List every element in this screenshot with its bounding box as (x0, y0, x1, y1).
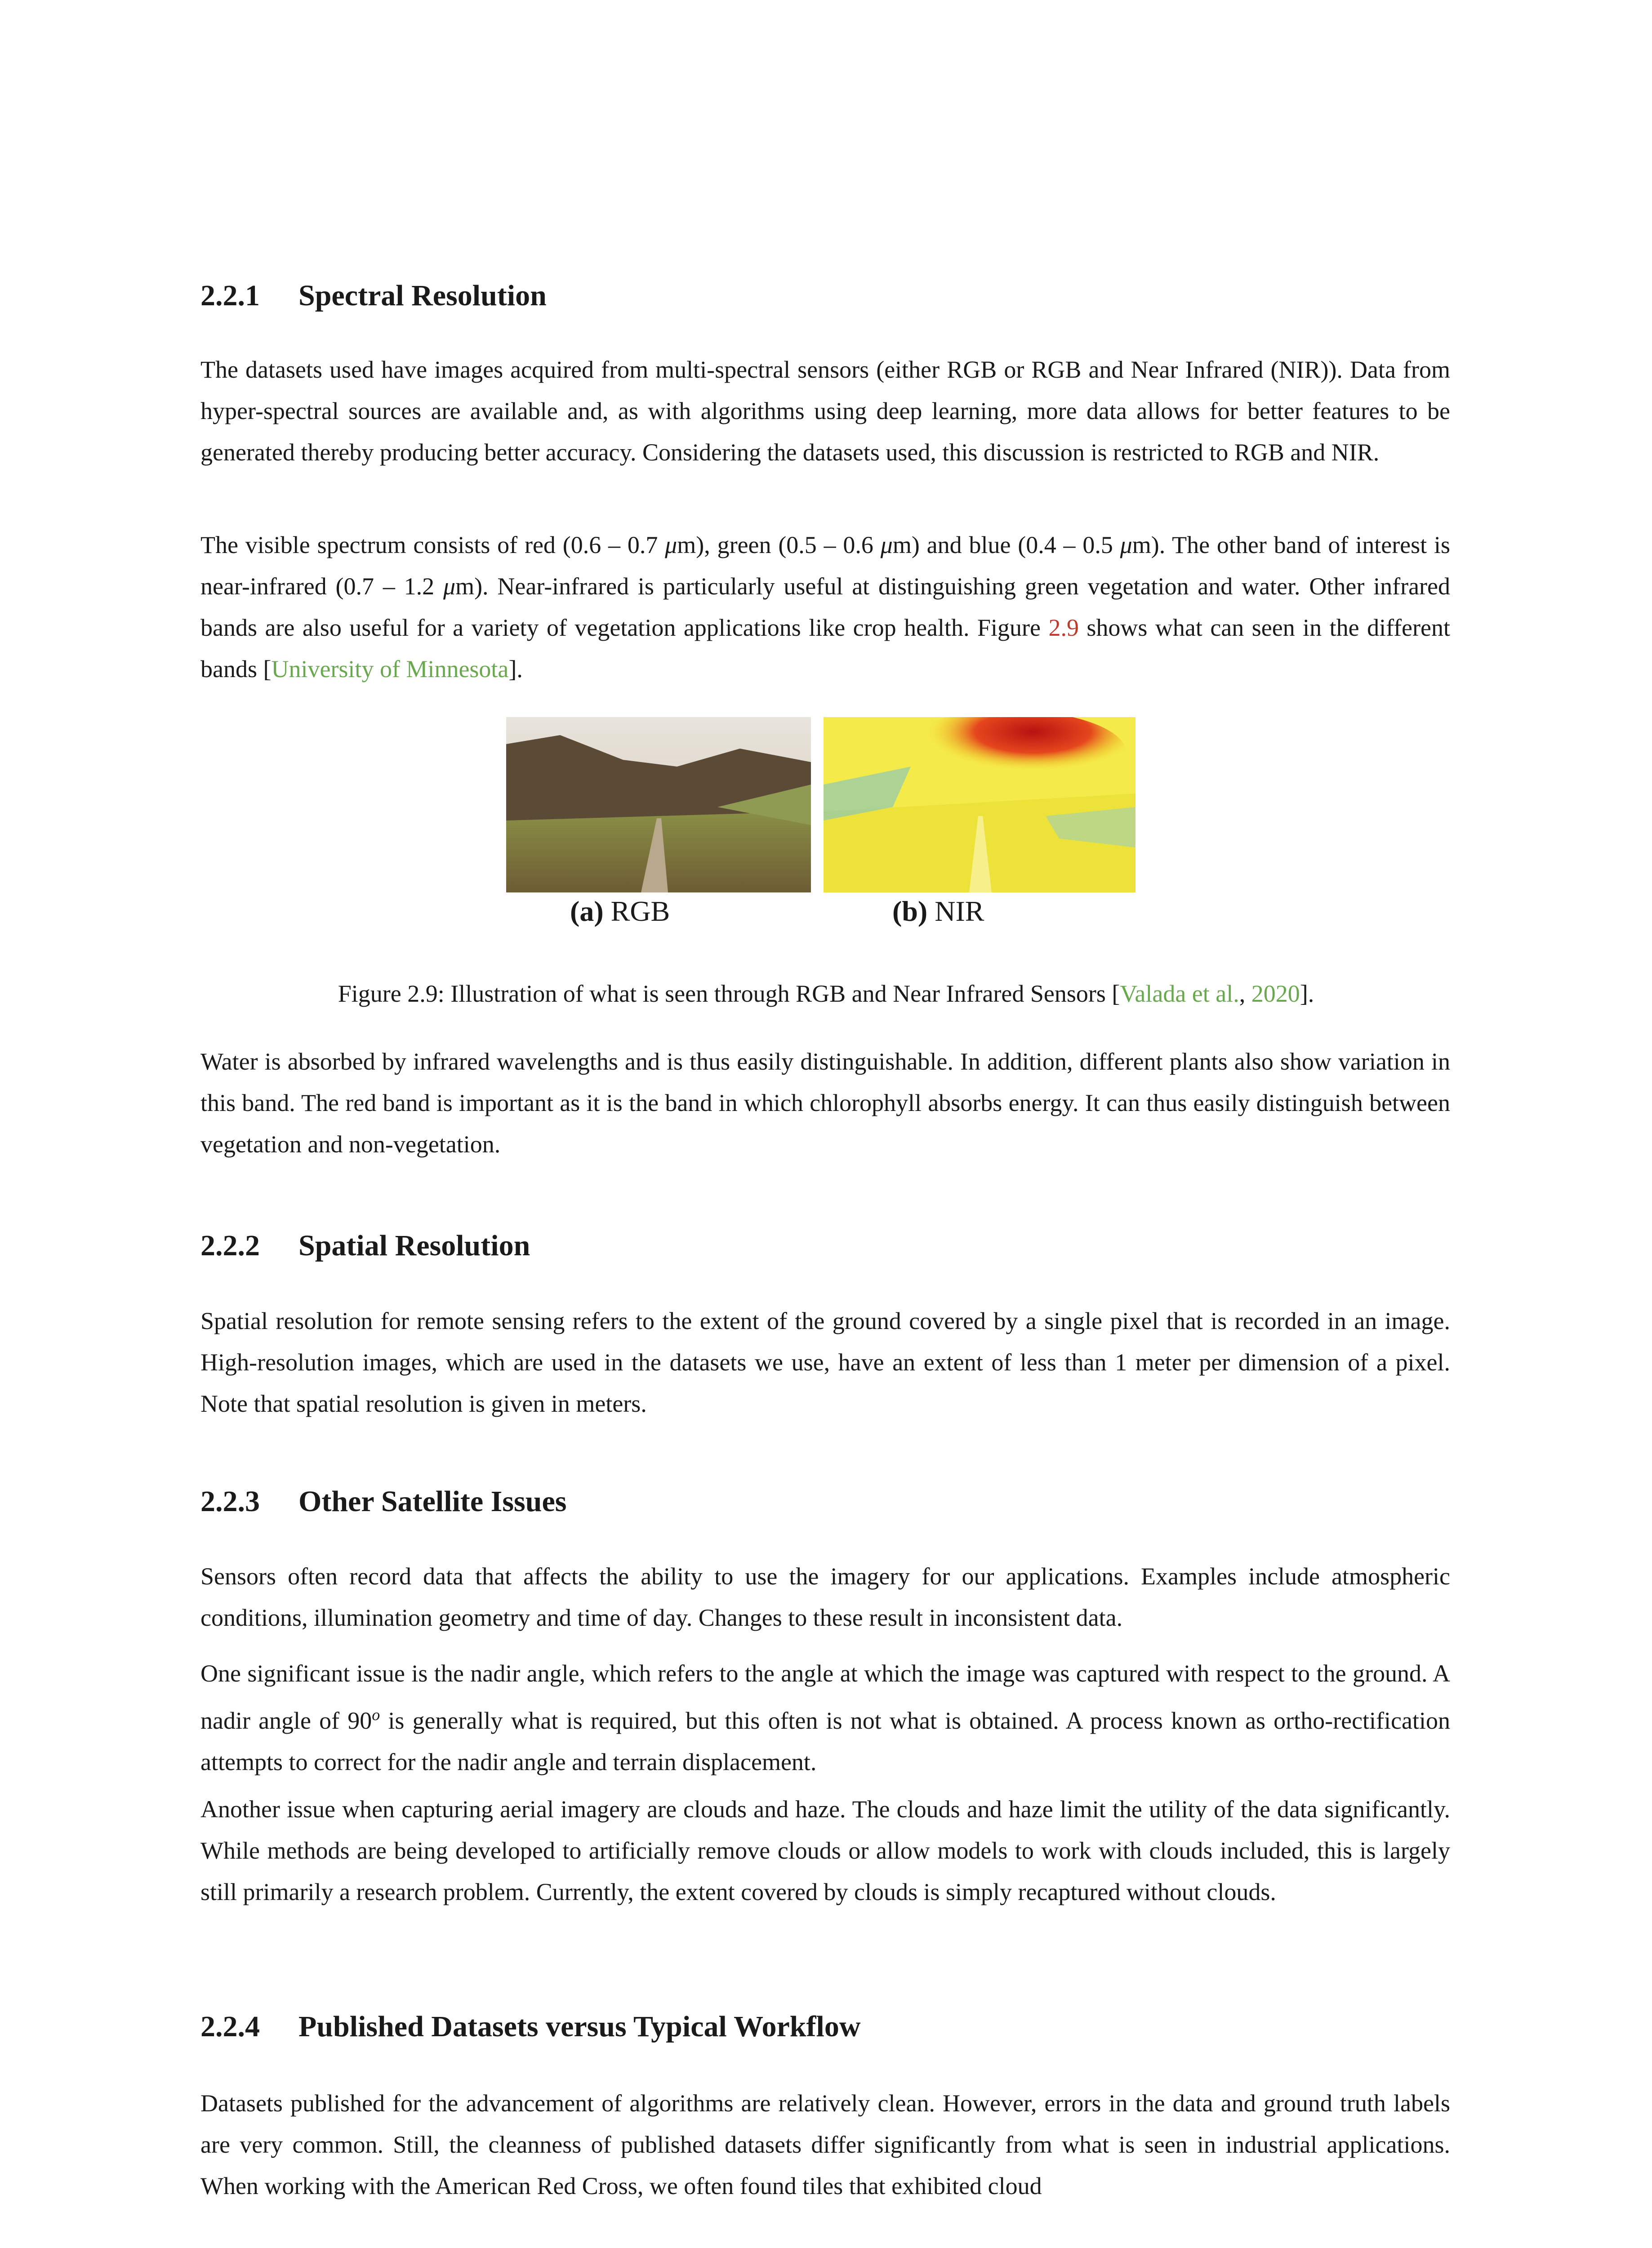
section-number: 2.2.3 (200, 1485, 260, 1518)
section-title: Spatial Resolution (298, 1229, 530, 1262)
section-title: Published Datasets versus Typical Workflow (298, 2010, 861, 2043)
subfigure-label-a: (a) RGB (570, 895, 670, 927)
section-heading-2-2-2 (200, 1231, 530, 1261)
section-title: Spectral Resolution (298, 279, 547, 312)
paragraph-clouds-haze: Another issue when capturing aerial imagery are clouds and haze. The clouds and haze limit the utility of the data significantly. While methods are being developed to artificially remove clouds or allow models to work with clouds included, this is largely still primarily a research problem. Currently, the extent covered by clouds is simply recaptured without clouds. (200, 1796, 1450, 1905)
section-heading-2-2-1 (200, 281, 547, 311)
paragraph-spectral-intro: The datasets used have images acquired from multi-spectral sensors (either RGB or RGB and Near Infrared (NIR)). Data from hyper-spectral sources are available and, as with algorithms using deep learning, more data allows for better features to be generated thereby producing better accuracy. Considering the datasets used, this discussion is restricted to RGB and NIR. (200, 356, 1450, 466)
section-heading-2-2-4 (200, 2012, 861, 2042)
paragraph-published-datasets: Datasets published for the advancement of algorithms are relatively clean. However, errors in the data and ground truth labels are very common. Still, the cleanness of published datasets differ significantly from what is seen in industrial applications. When working with the American Red Cross, we often found tiles that exhibited cloud (200, 2090, 1450, 2199)
section-title: Other Satellite Issues (298, 1485, 567, 1518)
paragraph-sensor-issues: Sensors often record data that affects the ability to use the imagery for our applications. Examples include atmospheric conditions, illumination geometry and time of day. Changes to these result in inconsistent data. (200, 1563, 1450, 1631)
rgb-image (506, 717, 811, 892)
section-number: 2.2.2 (200, 1229, 260, 1262)
caption-citation-link[interactable]: Valada et al. (1120, 980, 1239, 1007)
citation-link[interactable]: University of Minnesota (271, 656, 509, 682)
paragraph-nadir-angle: One significant issue is the nadir angle, which refers to the angle at which the image was captured with respect to the ground. A nadir angle of 90$^o$ is generally what is required, but this often is not what is obtained. A process known as ortho-rectification attempts to correct for the nadir angle and terrain displacement. (200, 1660, 1450, 1775)
subfigure-label-b: (b) NIR (892, 895, 984, 927)
caption-year-link[interactable]: 2020 (1251, 980, 1300, 1007)
paragraph-visible-spectrum: The visible spectrum consists of red (0.6 – 0.7 μm), green (0.5 – 0.6 μm) and blue (0.4 – 0.5 μm). The other band of interest is near-infrared (0.7 – 1.2 μm). Near-infrared is particularly useful at distinguishing green vegetation and water. Other infrared bands are also useful for a variety of vegetation applications like crop health. Figure 2.9 shows what can seen in the different bands [University of Minnesota]. (200, 531, 1451, 682)
nir-image (824, 717, 1135, 892)
section-number: 2.2.4 (200, 2010, 260, 2043)
figure-caption: Figure 2.9: Illustration of what is seen through RGB and Near Infrared Sensors [Valada et al., 2020]. (338, 980, 1314, 1007)
section-number: 2.2.1 (200, 279, 260, 312)
paragraph-water-absorption: Water is absorbed by infrared wavelengths and is thus easily distinguishable. In addition, different plants also show variation in this band. The red band is important as it is the band in which chlorophyll absorbs energy. It can thus easily distinguish between vegetation and non-vegetation. (200, 1048, 1450, 1158)
paragraph-spatial-resolution: Spatial resolution for remote sensing refers to the extent of the ground covered by a single pixel that is recorded in an image. High-resolution images, which are used in the datasets we use, have an extent of less than 1 meter per dimension of a pixel. Note that spatial resolution is given in meters. (200, 1307, 1450, 1417)
figure-ref-link[interactable]: 2.9 (1048, 614, 1079, 641)
section-heading-2-2-3 (200, 1487, 566, 1517)
